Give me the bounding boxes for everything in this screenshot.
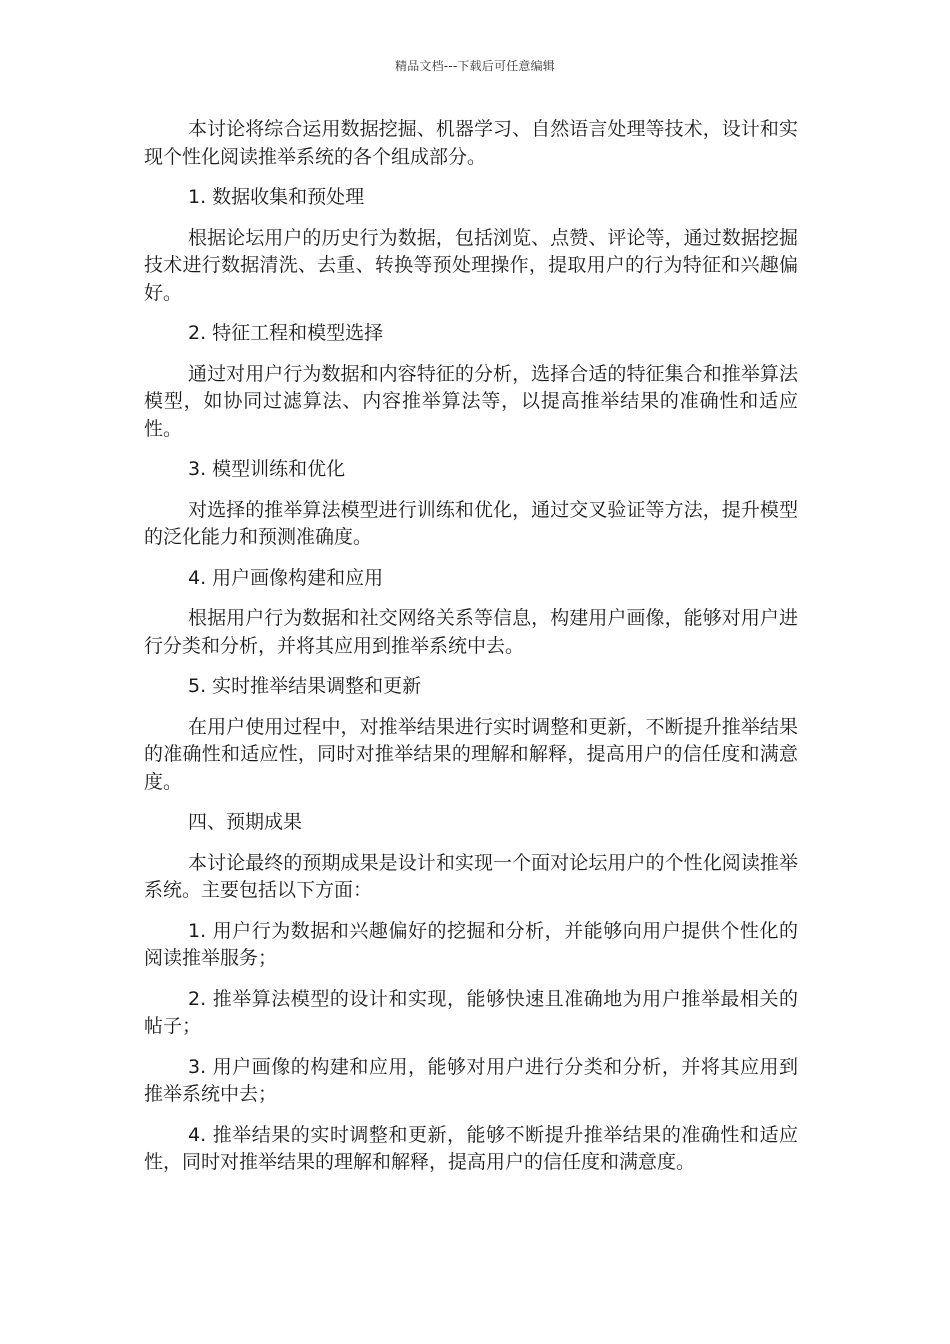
paragraph-model-training: 对选择的推举算法模型进行训练和优化，通过交叉验证等方法，提升模型的泛化能力和预测准确度。 — [144, 498, 798, 548]
paragraph-user-profile: 根据用户行为数据和社交网络关系等信息，构建用户画像，能够对用户进行分类和分析，并将其应用到推举系统中去。 — [144, 607, 798, 657]
page-header: 精品文档---下载后可任意编辑 — [395, 59, 555, 73]
list-item-result-1: 1. 用户行为数据和兴趣偏好的挖掘和分析，并能够向用户提供个性化的阅读推举服务； — [144, 919, 798, 969]
section-heading-feature-engineering: 2. 特征工程和模型选择 — [188, 322, 384, 344]
paragraph-feature-engineering: 通过对用户行为数据和内容特征的分析，选择合适的特征集合和推举算法模型，如协同过滤算法、内容推举算法等，以提高推举结果的准确性和适应性。 — [144, 362, 798, 440]
list-item-result-2: 2. 推举算法模型的设计和实现，能够快速且准确地为用户推举最相关的帖子； — [144, 987, 798, 1037]
section-heading-realtime-update: 5. 实时推举结果调整和更新 — [188, 675, 422, 697]
paragraph-expected-results: 本讨论最终的预期成果是设计和实现一个面对论坛用户的个性化阅读推举系统。主要包括以下方面： — [144, 851, 798, 901]
section-heading-model-training: 3. 模型训练和优化 — [188, 458, 346, 480]
list-item-result-4: 4. 推举结果的实时调整和更新，能够不断提升推举结果的准确性和适应性，同时对推举结果的理解和解释，提高用户的信任度和满意度。 — [144, 1123, 798, 1173]
section-heading-data-collection: 1. 数据收集和预处理 — [188, 186, 365, 208]
list-item-result-3: 3. 用户画像的构建和应用，能够对用户进行分类和分析，并将其应用到推举系统中去； — [144, 1055, 798, 1105]
document-body — [144, 116, 798, 1190]
paragraph-intro: 本讨论将综合运用数据挖掘、机器学习、自然语言处理等技术，设计和实现个性化阅读推举系统的各个组成部分。 — [144, 118, 798, 168]
paragraph-data-collection: 根据论坛用户的历史行为数据，包括浏览、点赞、评论等，通过数据挖掘技术进行数据清洗、去重、转换等预处理操作，提取用户的行为特征和兴趣偏好。 — [144, 226, 798, 304]
section-heading-user-profile: 4. 用户画像构建和应用 — [188, 566, 384, 589]
section-heading-expected-results: 四、预期成果 — [188, 811, 303, 833]
paragraph-realtime-update: 在用户使用过程中，对推举结果进行实时调整和更新，不断提升推举结果的准确性和适应性，同时对推举结果的理解和解释，提高用户的信任度和满意度。 — [144, 715, 798, 793]
